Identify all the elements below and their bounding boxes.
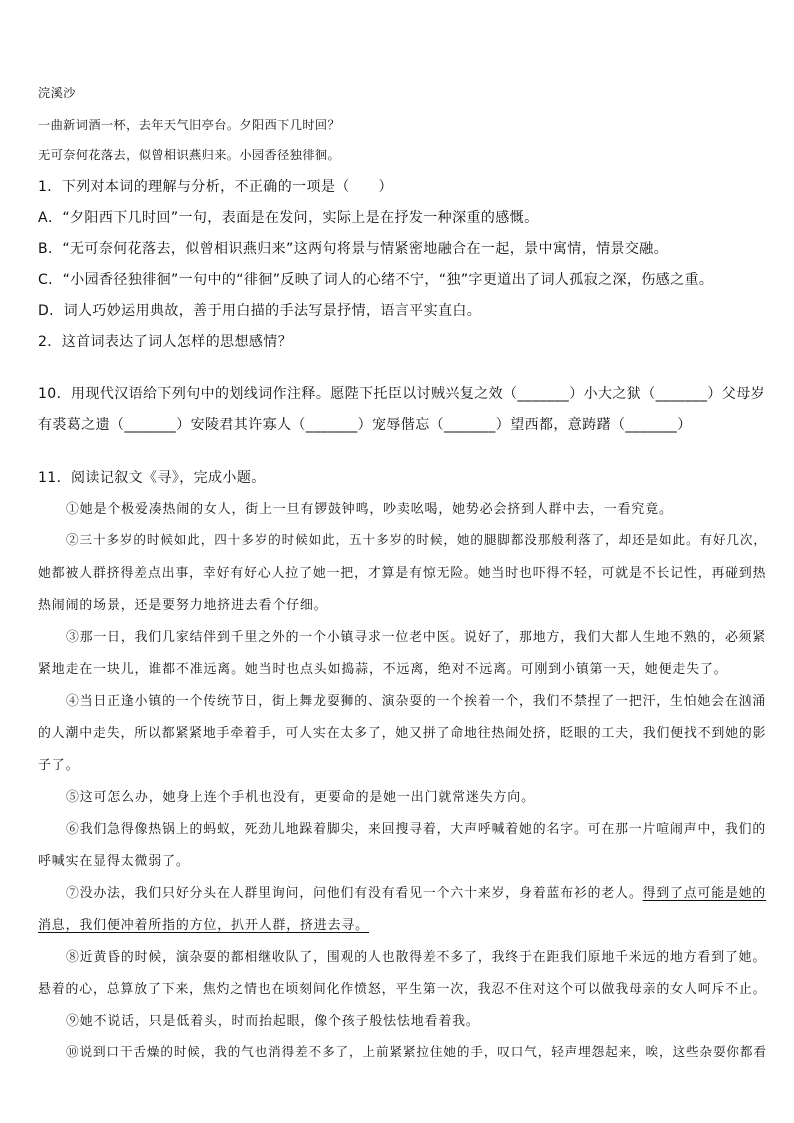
- underlined-sentence: 得到了点可能是她的: [642, 886, 767, 901]
- passage-line: 紧地走在一块儿，谁都不准远离。她当时也点头如捣蒜，不远离，绝对不远离。可刚到小镇第一天，她便走失了。: [38, 662, 728, 677]
- question-1-option-c: C．“小园香径独徘徊”一句中的“徘徊”反映了词人的心绪不宁，“独”字更道出了词人孤寂之深，伤感之重。: [38, 272, 714, 288]
- passage-line: 热闹闹的场景，还是要努力地挤进去看个仔细。: [38, 598, 328, 613]
- passage-line: ⑩说到口干舌燥的时候，我的气也消得差不多了，上前紧紧拉住她的手，叹口气，轻声埋怨起来，唉，这些杂耍你都看: [66, 1044, 767, 1059]
- poem-line-2: 无可奈何花落去，似曾相识燕归来。小园香径独徘徊。: [38, 148, 341, 162]
- passage-line: ④当日正逢小镇的一个传统节日，街上舞龙耍狮的、演杂耍的一个挨着一个，我们不禁捏了一把汗，生怕她会在汹涌: [66, 694, 767, 709]
- underlined-sentence-continued: 消息，我们便冲着所指的方位，扒开人群，挤进去寻。: [38, 918, 369, 933]
- passage-line: ①她是个极爱凑热闹的女人，街上一旦有锣鼓钟鸣，吵卖吆喝，她势必会挤到人群中去，一看究竟。: [66, 502, 673, 517]
- passage-line: 她都被人群挤得差点出事，幸好有好心人拉了她一把，才算是有惊无险。她当时也吓得不轻，可就是不长记性，再碰到热: [38, 566, 767, 581]
- question-1-stem: 1．下列对本词的理解与分析，不正确的一项是（ ）: [38, 179, 393, 195]
- passage-line: ③那一日，我们几家结伴到千里之外的一个小镇寻求一位老中医。说好了，那地方，我们大都人生地不熟的，必须紧: [66, 630, 767, 645]
- passage-line: ⑤这可怎么办，她身上连个手机也没有，更要命的是她一出门就常迷失方向。: [66, 790, 535, 805]
- passage-line: 呼喊实在显得太微弱了。: [38, 854, 190, 869]
- passage-line: 的人潮中走失，所以都紧紧地手牵着手，可人实在太多了，她又拼了命地往热闹处挤，眨眼的工夫，我们便找不到她的影: [38, 726, 767, 741]
- poem-title: 浣溪沙: [38, 86, 76, 100]
- question-1-option-b: B．“无可奈何花落去，似曾相识燕归来”这两句将景与情紧密地融合在一起，景中寓情，情景交融。: [38, 241, 669, 257]
- passage-paragraph-7: [66, 882, 766, 901]
- passage-line: 子了。: [38, 758, 80, 773]
- question-10-line-1: 10．用现代汉语给下列句中的划线词作注释。愿陛下托臣以讨贼兴复之效（_______）小大之狱（_______）父母岁: [38, 386, 766, 402]
- poem-line-1: 一曲新词酒一杯，去年天气旧亭台。夕阳西下几时回？: [38, 118, 341, 132]
- passage-text: ⑦没办法，我们只好分头在人群里询问，问他们有没有看见一个六十来岁，身着蓝布衫的老人。: [66, 886, 643, 901]
- question-11-stem: 11．阅读记叙文《寻》，完成小题。: [38, 470, 266, 486]
- passage-line: ⑨她不说话，只是低着头，时而抬起眼，像个孩子般怯怯地看着我。: [66, 1014, 480, 1029]
- passage-line: ⑥我们急得像热锅上的蚂蚁，死劲儿地跺着脚尖，来回搜寻着，大声呼喊着她的名字。可在那一片喧闹声中，我们的: [66, 822, 767, 837]
- passage-line: ⑧近黄昏的时候，演杂耍的都相继收队了，围观的人也散得差不多了，我终于在距我们原地千米远的地方看到了她。: [66, 950, 767, 965]
- question-1-option-d: D．词人巧妙运用典故，善于用白描的手法写景抒情，语言平实直白。: [38, 303, 482, 319]
- question-2-stem: 2．这首词表达了词人怎样的思想感情？: [38, 334, 293, 350]
- passage-line: ②三十多岁的时候如此，四十多岁的时候如此，五十多岁的时候，她的腿脚都没那般利落了，却还是如此。有好几次，: [66, 532, 767, 547]
- passage-line: 悬着的心，总算放了下来，焦灼之情也在顷刻间化作愤怒，平生第一次，我忍不住对这个可以做我母亲的女人呵斥不止。: [38, 982, 767, 997]
- question-1-option-a: A．“夕阳西下几时回”一句，表面是在发问，实际上是在抒发一种深重的感慨。: [38, 210, 539, 226]
- question-10-line-2: 有裘葛之遗（_______）安陵君其许寡人（_______）宠辱偕忘（_______）望西都，意踌躇（_______）: [38, 417, 692, 433]
